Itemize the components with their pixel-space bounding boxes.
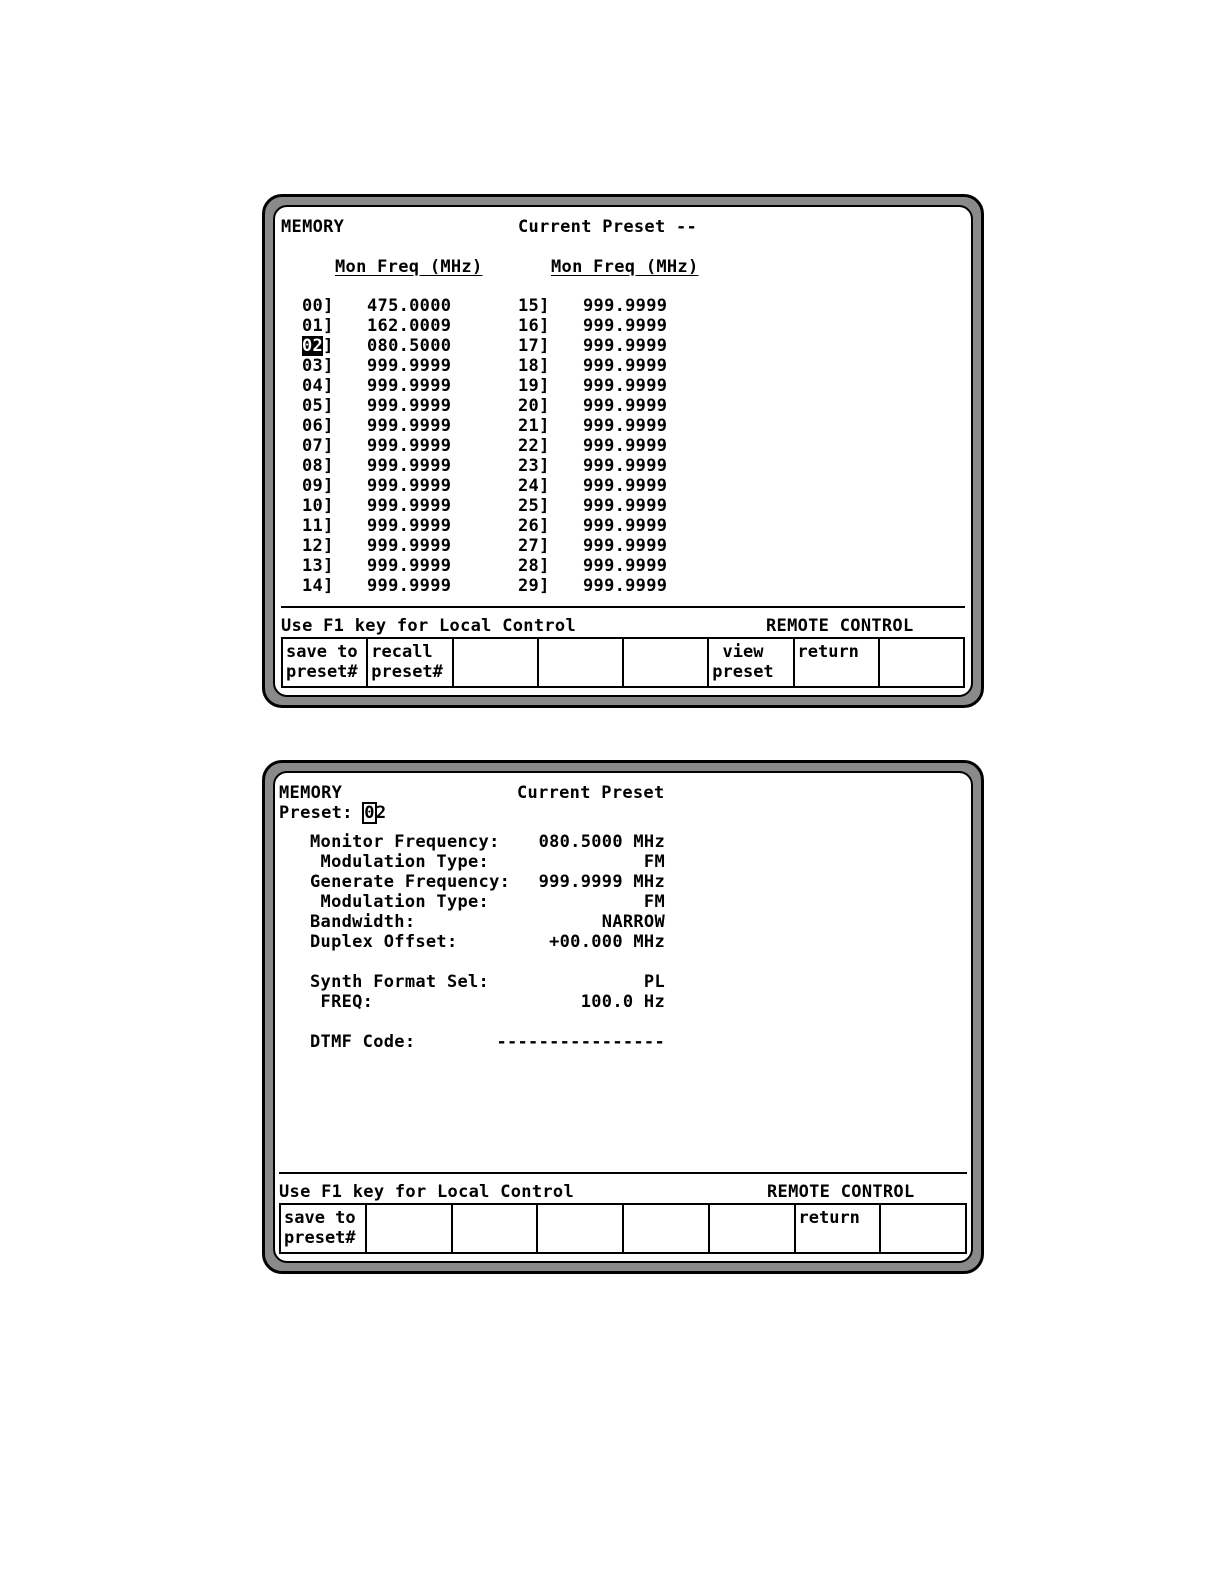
- field-value: FM: [643, 892, 665, 912]
- softkey-f7[interactable]: [795, 639, 880, 686]
- screen-display: [273, 771, 973, 1263]
- preset-frequency: 999.9999: [583, 476, 668, 496]
- softkey-label-line: [799, 1228, 877, 1248]
- preset-index: 24]: [518, 476, 550, 496]
- preset-frequency: 999.9999: [367, 396, 452, 416]
- softkey-label-line: [542, 662, 619, 682]
- softkey-f1[interactable]: [281, 1205, 367, 1252]
- preset-index: 13]: [302, 556, 334, 576]
- field-label: Modulation Type:: [310, 892, 490, 912]
- memory-list-screen: [262, 194, 984, 708]
- preset-frequency: 999.9999: [367, 436, 452, 456]
- preset-detail-screen: [262, 760, 984, 1274]
- softkey-label-line: [457, 642, 534, 662]
- preset-index: 05]: [302, 396, 334, 416]
- preset-index: 21]: [518, 416, 550, 436]
- softkey-label-line: [456, 1208, 534, 1228]
- softkey-label-line: [541, 1208, 619, 1228]
- softkey-label-line: [627, 642, 704, 662]
- preset-frequency: 999.9999: [583, 536, 668, 556]
- softkey-label-line: [627, 1228, 705, 1248]
- preset-index: 08]: [302, 456, 334, 476]
- softkey-label-line: preset: [712, 662, 774, 682]
- field-value: 999.9999 MHz: [538, 872, 665, 892]
- preset-index: 27]: [518, 536, 550, 556]
- preset-frequency: 999.9999: [583, 316, 668, 336]
- preset-index: 10]: [302, 496, 334, 516]
- preset-index: 07]: [302, 436, 334, 456]
- preset-frequency: 999.9999: [367, 416, 452, 436]
- softkey-f6[interactable]: [710, 1205, 796, 1252]
- softkey-label-line: return: [797, 642, 859, 662]
- preset-frequency: 999.9999: [367, 456, 452, 476]
- preset-index: 00]: [302, 296, 334, 316]
- softkey-label-line: [883, 662, 960, 682]
- preset-frequency: 999.9999: [367, 376, 452, 396]
- field-label: Synth Format Sel:: [310, 972, 490, 992]
- preset-index: 09]: [302, 476, 334, 496]
- softkey-f3[interactable]: [453, 1205, 539, 1252]
- softkey-f7[interactable]: [796, 1205, 882, 1252]
- preset-index: 26]: [518, 516, 550, 536]
- preset-label: Preset:: [279, 803, 353, 823]
- softkey-label-line: [370, 1208, 448, 1228]
- preset-index: 22]: [518, 436, 550, 456]
- field-value: NARROW: [601, 912, 665, 932]
- status-divider: [281, 606, 965, 608]
- softkey-f4[interactable]: [538, 1205, 624, 1252]
- preset-index: 18]: [518, 356, 550, 376]
- preset-index: 28]: [518, 556, 550, 576]
- preset-index: 14]: [302, 576, 334, 596]
- preset-number-row: [279, 803, 386, 823]
- field-value: PL: [643, 972, 665, 992]
- field-value: 100.0 Hz: [580, 992, 665, 1012]
- softkey-label-line: preset#: [371, 662, 443, 682]
- status-message: Use F1 key for Local Control: [281, 616, 576, 636]
- preset-frequency: 999.9999: [367, 476, 452, 496]
- softkey-label-line: [884, 1228, 962, 1248]
- softkey-f2[interactable]: [368, 639, 453, 686]
- preset-index: 23]: [518, 456, 550, 476]
- current-preset-label: Current Preset: [517, 783, 665, 803]
- softkey-bar: [279, 1203, 967, 1254]
- softkey-label-line: [627, 1208, 705, 1228]
- softkey-label-line: [542, 642, 619, 662]
- field-label: Bandwidth:: [310, 912, 416, 932]
- field-label: Duplex Offset:: [310, 932, 458, 952]
- preset-index: 20]: [518, 396, 550, 416]
- preset-frequency: 999.9999: [367, 356, 452, 376]
- softkey-label-line: [883, 642, 960, 662]
- preset-frequency: 999.9999: [367, 556, 452, 576]
- softkey-label-line: [456, 1228, 534, 1248]
- softkey-label-line: preset#: [286, 662, 358, 682]
- softkey-f8[interactable]: [880, 639, 963, 686]
- preset-frequency: 999.9999: [583, 296, 668, 316]
- preset-frequency: 162.0009: [367, 316, 452, 336]
- softkey-f4[interactable]: [539, 639, 624, 686]
- preset-index: 15]: [518, 296, 550, 316]
- preset-frequency: 999.9999: [583, 376, 668, 396]
- softkey-label-line: [457, 662, 534, 682]
- preset-index: 19]: [518, 376, 550, 396]
- screen-display: [273, 205, 973, 697]
- preset-index: 16]: [518, 316, 550, 336]
- field-value: ----------------: [496, 1032, 665, 1052]
- preset-number-field[interactable]: 0: [364, 803, 375, 823]
- softkey-bar: [281, 637, 965, 688]
- softkey-label-line: [713, 1208, 791, 1228]
- preset-frequency: 999.9999: [583, 576, 668, 596]
- preset-frequency: 999.9999: [367, 536, 452, 556]
- preset-frequency: 999.9999: [583, 396, 668, 416]
- status-message: Use F1 key for Local Control: [279, 1182, 574, 1202]
- preset-frequency: 999.9999: [583, 556, 668, 576]
- softkey-f5[interactable]: [624, 639, 709, 686]
- softkey-f3[interactable]: [454, 639, 539, 686]
- column-header-left: Mon Freq (MHz): [335, 257, 483, 277]
- screen-title: MEMORY: [279, 783, 343, 803]
- preset-frequency: 999.9999: [583, 336, 668, 356]
- softkey-label-line: view: [712, 642, 764, 662]
- preset-index: 04]: [302, 376, 334, 396]
- current-preset-label: Current Preset --: [518, 217, 698, 237]
- softkey-label-line: [798, 662, 875, 682]
- preset-frequency: 999.9999: [367, 516, 452, 536]
- softkey-label-line: save to: [284, 1208, 356, 1228]
- remote-control-indicator: REMOTE CONTROL: [767, 1182, 915, 1202]
- field-value: 080.5000 MHz: [538, 832, 665, 852]
- preset-index: [302, 336, 334, 356]
- softkey-label-line: save to: [286, 642, 358, 662]
- preset-index-bracket: ]: [323, 336, 334, 356]
- preset-number-rest: 2: [375, 803, 387, 823]
- preset-index: 06]: [302, 416, 334, 436]
- field-label: Monitor Frequency:: [310, 832, 500, 852]
- preset-index: 11]: [302, 516, 334, 536]
- preset-index: 03]: [302, 356, 334, 376]
- softkey-f5[interactable]: [624, 1205, 710, 1252]
- softkey-label-line: [541, 1228, 619, 1248]
- softkey-f1[interactable]: [283, 639, 368, 686]
- preset-frequency: 999.9999: [583, 516, 668, 536]
- softkey-label-line: [884, 1208, 962, 1228]
- preset-frequency: 999.9999: [367, 496, 452, 516]
- preset-frequency: 999.9999: [583, 496, 668, 516]
- preset-frequency: 999.9999: [583, 356, 668, 376]
- preset-frequency: 080.5000: [367, 336, 452, 356]
- preset-index: 25]: [518, 496, 550, 516]
- field-label: Modulation Type:: [310, 852, 490, 872]
- softkey-label-line: preset#: [284, 1228, 356, 1248]
- softkey-f2[interactable]: [367, 1205, 453, 1252]
- column-header-right: Mon Freq (MHz): [551, 257, 699, 277]
- softkey-f8[interactable]: [881, 1205, 965, 1252]
- status-divider: [279, 1172, 967, 1174]
- softkey-label-line: recall: [371, 642, 433, 662]
- preset-index: 12]: [302, 536, 334, 556]
- preset-frequency: 999.9999: [583, 416, 668, 436]
- preset-cursor[interactable]: 02: [302, 336, 324, 356]
- preset-frequency: 475.0000: [367, 296, 452, 316]
- remote-control-indicator: REMOTE CONTROL: [766, 616, 914, 636]
- softkey-label-line: [370, 1228, 448, 1248]
- preset-index: 17]: [518, 336, 550, 356]
- preset-index: 01]: [302, 316, 334, 336]
- field-label: FREQ:: [310, 992, 374, 1012]
- preset-frequency: 999.9999: [583, 436, 668, 456]
- screen-title: MEMORY: [281, 217, 345, 237]
- field-label: Generate Frequency:: [310, 872, 511, 892]
- softkey-label-line: [713, 1228, 791, 1248]
- softkey-label-line: return: [798, 1208, 860, 1228]
- preset-index: 29]: [518, 576, 550, 596]
- preset-frequency: 999.9999: [583, 456, 668, 476]
- preset-frequency: 999.9999: [367, 576, 452, 596]
- softkey-f6[interactable]: [709, 639, 794, 686]
- field-value: +00.000 MHz: [549, 932, 665, 952]
- field-label: DTMF Code:: [310, 1032, 416, 1052]
- softkey-label-line: [627, 662, 704, 682]
- field-value: FM: [643, 852, 665, 872]
